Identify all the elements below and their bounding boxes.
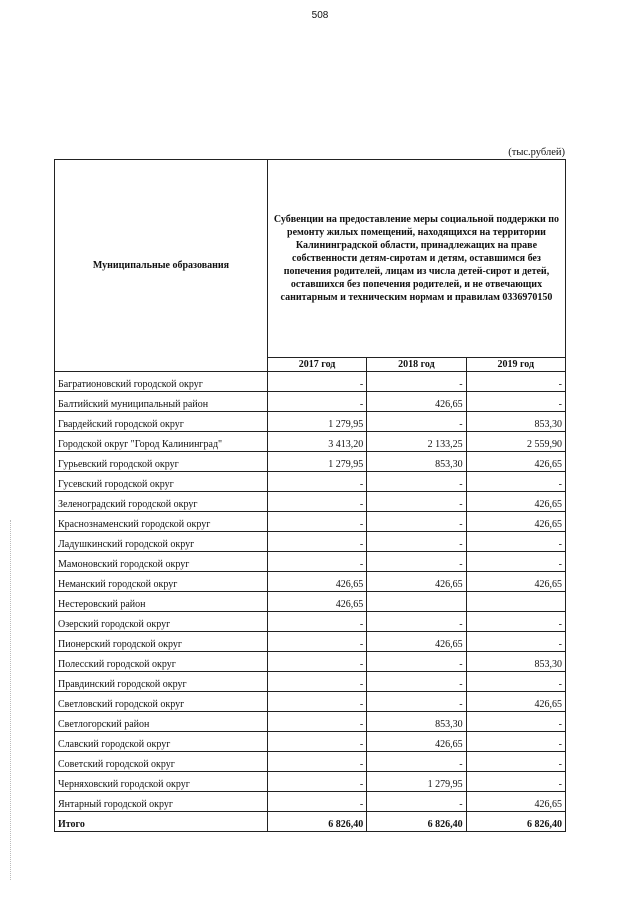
value-2019-cell: - [466, 772, 565, 792]
table-row [55, 372, 566, 392]
municipality-name-cell: Неманский городской округ [55, 572, 268, 592]
table-row [55, 452, 566, 472]
municipality-name-cell: Полесский городской округ [55, 652, 268, 672]
unit-label: (тыс.рублей) [508, 147, 565, 158]
municipality-name-cell: Городской округ "Город Калининград" [55, 432, 268, 452]
value-2019-cell: 426,65 [466, 572, 565, 592]
table-row [55, 612, 566, 632]
value-2017-cell: - [267, 692, 366, 712]
municipality-name-cell: Гурьевский городской округ [55, 452, 268, 472]
municipality-name-cell: Багратионовский городской округ [55, 372, 268, 392]
value-2018-cell: - [367, 692, 466, 712]
value-2018-cell: - [367, 652, 466, 672]
municipality-name-cell: Черняховский городской округ [55, 772, 268, 792]
value-2019-cell [466, 592, 565, 612]
table-row [55, 772, 566, 792]
value-2019-cell: 6 826,40 [466, 812, 565, 832]
value-2018-cell: - [367, 612, 466, 632]
value-2017-cell: - [267, 392, 366, 412]
value-2017-cell: - [267, 792, 366, 812]
value-2018-cell: - [367, 492, 466, 512]
value-2019-cell: - [466, 732, 565, 752]
value-2019-cell: 426,65 [466, 512, 565, 532]
value-2018-cell: 426,65 [367, 732, 466, 752]
value-2019-cell: - [466, 672, 565, 692]
table-row [55, 672, 566, 692]
table-row [55, 552, 566, 572]
table-row [55, 652, 566, 672]
value-2017-cell: - [267, 612, 366, 632]
municipality-name-cell: Славский городской округ [55, 732, 268, 752]
value-2018-cell: 426,65 [367, 572, 466, 592]
table-row [55, 392, 566, 412]
value-2019-cell: - [466, 712, 565, 732]
value-2019-cell: - [466, 392, 565, 412]
value-2017-cell: - [267, 372, 366, 392]
value-2018-cell: 1 279,95 [367, 772, 466, 792]
value-2019-cell: 853,30 [466, 652, 565, 672]
value-2018-cell: 853,30 [367, 452, 466, 472]
municipality-name-cell: Итого [55, 812, 268, 832]
value-2017-cell: - [267, 632, 366, 652]
value-2018-cell: - [367, 372, 466, 392]
value-2019-cell: - [466, 752, 565, 772]
value-2018-cell: - [367, 752, 466, 772]
value-2019-cell: - [466, 632, 565, 652]
municipality-name-cell: Светлогорский район [55, 712, 268, 732]
value-2018-cell [367, 592, 466, 612]
value-2018-cell: - [367, 672, 466, 692]
subvention-header: Субвенции на предоставление меры социальной поддержки по ремонту жилых помещений, находящихся на территории Калининградской области, принадлежащих на праве собственности детям-сиротам и детям, оставшимся без попечения родителей, лицам из числа детей-сирот и детей, оставшихся без попечения родителей, и не отвечающих санитарным и техническим нормам и правилам 0336970150 [267, 160, 565, 358]
municipality-name-cell: Краснознаменский городской округ [55, 512, 268, 532]
value-2019-cell: 426,65 [466, 692, 565, 712]
table-row [55, 792, 566, 812]
year-header-2019: 2019 год [466, 358, 565, 372]
table-row [55, 632, 566, 652]
table-row [55, 412, 566, 432]
municipality-name-cell: Советский городской округ [55, 752, 268, 772]
value-2017-cell: - [267, 772, 366, 792]
table-row [55, 432, 566, 452]
value-2019-cell: 426,65 [466, 792, 565, 812]
table-row [55, 692, 566, 712]
municipality-name-cell: Ладушкинский городской округ [55, 532, 268, 552]
value-2018-cell: 2 133,25 [367, 432, 466, 452]
value-2019-cell: 426,65 [466, 492, 565, 512]
value-2017-cell: - [267, 552, 366, 572]
value-2018-cell: 6 826,40 [367, 812, 466, 832]
table-row [55, 532, 566, 552]
municipality-name-cell: Правдинский городской округ [55, 672, 268, 692]
municipality-name-cell: Нестеровский район [55, 592, 268, 612]
value-2018-cell: - [367, 792, 466, 812]
page-number: 508 [311, 10, 329, 21]
municipality-name-cell: Пионерский городской округ [55, 632, 268, 652]
value-2017-cell: - [267, 492, 366, 512]
value-2017-cell: - [267, 752, 366, 772]
margin-scan-dots [10, 520, 13, 880]
value-2018-cell: 426,65 [367, 392, 466, 412]
municipality-name-cell: Мамоновский городской округ [55, 552, 268, 572]
value-2019-cell: - [466, 532, 565, 552]
year-header-2018: 2018 год [367, 358, 466, 372]
value-2019-cell: 853,30 [466, 412, 565, 432]
value-2018-cell: - [367, 532, 466, 552]
value-2017-cell: - [267, 512, 366, 532]
municipality-name-cell: Зеленоградский городской округ [55, 492, 268, 512]
table-row [55, 592, 566, 612]
value-2018-cell: - [367, 552, 466, 572]
table-row [55, 572, 566, 592]
value-2017-cell: 1 279,95 [267, 452, 366, 472]
municipality-name-cell: Балтийский муниципальный район [55, 392, 268, 412]
value-2017-cell: 426,65 [267, 592, 366, 612]
value-2017-cell: - [267, 712, 366, 732]
value-2017-cell: - [267, 732, 366, 752]
municipality-header: Муниципальные образования [55, 160, 268, 372]
value-2019-cell: - [466, 612, 565, 632]
table-row [55, 712, 566, 732]
value-2019-cell: - [466, 472, 565, 492]
table-row [55, 472, 566, 492]
subvention-table [54, 159, 566, 832]
value-2017-cell: - [267, 472, 366, 492]
value-2018-cell: - [367, 472, 466, 492]
table-row [55, 752, 566, 772]
municipality-name-cell: Янтарный городской округ [55, 792, 268, 812]
municipality-name-cell: Озерский городской округ [55, 612, 268, 632]
value-2017-cell: 6 826,40 [267, 812, 366, 832]
municipality-name-cell: Гусевский городской округ [55, 472, 268, 492]
value-2018-cell: 853,30 [367, 712, 466, 732]
value-2018-cell: - [367, 512, 466, 532]
value-2017-cell: - [267, 532, 366, 552]
table-row [55, 512, 566, 532]
value-2017-cell: 426,65 [267, 572, 366, 592]
value-2017-cell: - [267, 652, 366, 672]
value-2019-cell: - [466, 372, 565, 392]
value-2017-cell: 1 279,95 [267, 412, 366, 432]
value-2019-cell: - [466, 552, 565, 572]
table-row [55, 492, 566, 512]
year-header-2017: 2017 год [267, 358, 366, 372]
value-2018-cell: - [367, 412, 466, 432]
municipality-name-cell: Гвардейский городской округ [55, 412, 268, 432]
value-2018-cell: 426,65 [367, 632, 466, 652]
municipality-name-cell: Светловский городской округ [55, 692, 268, 712]
total-row [55, 812, 566, 832]
table-row [55, 732, 566, 752]
value-2017-cell: 3 413,20 [267, 432, 366, 452]
value-2019-cell: 2 559,90 [466, 432, 565, 452]
value-2019-cell: 426,65 [466, 452, 565, 472]
value-2017-cell: - [267, 672, 366, 692]
